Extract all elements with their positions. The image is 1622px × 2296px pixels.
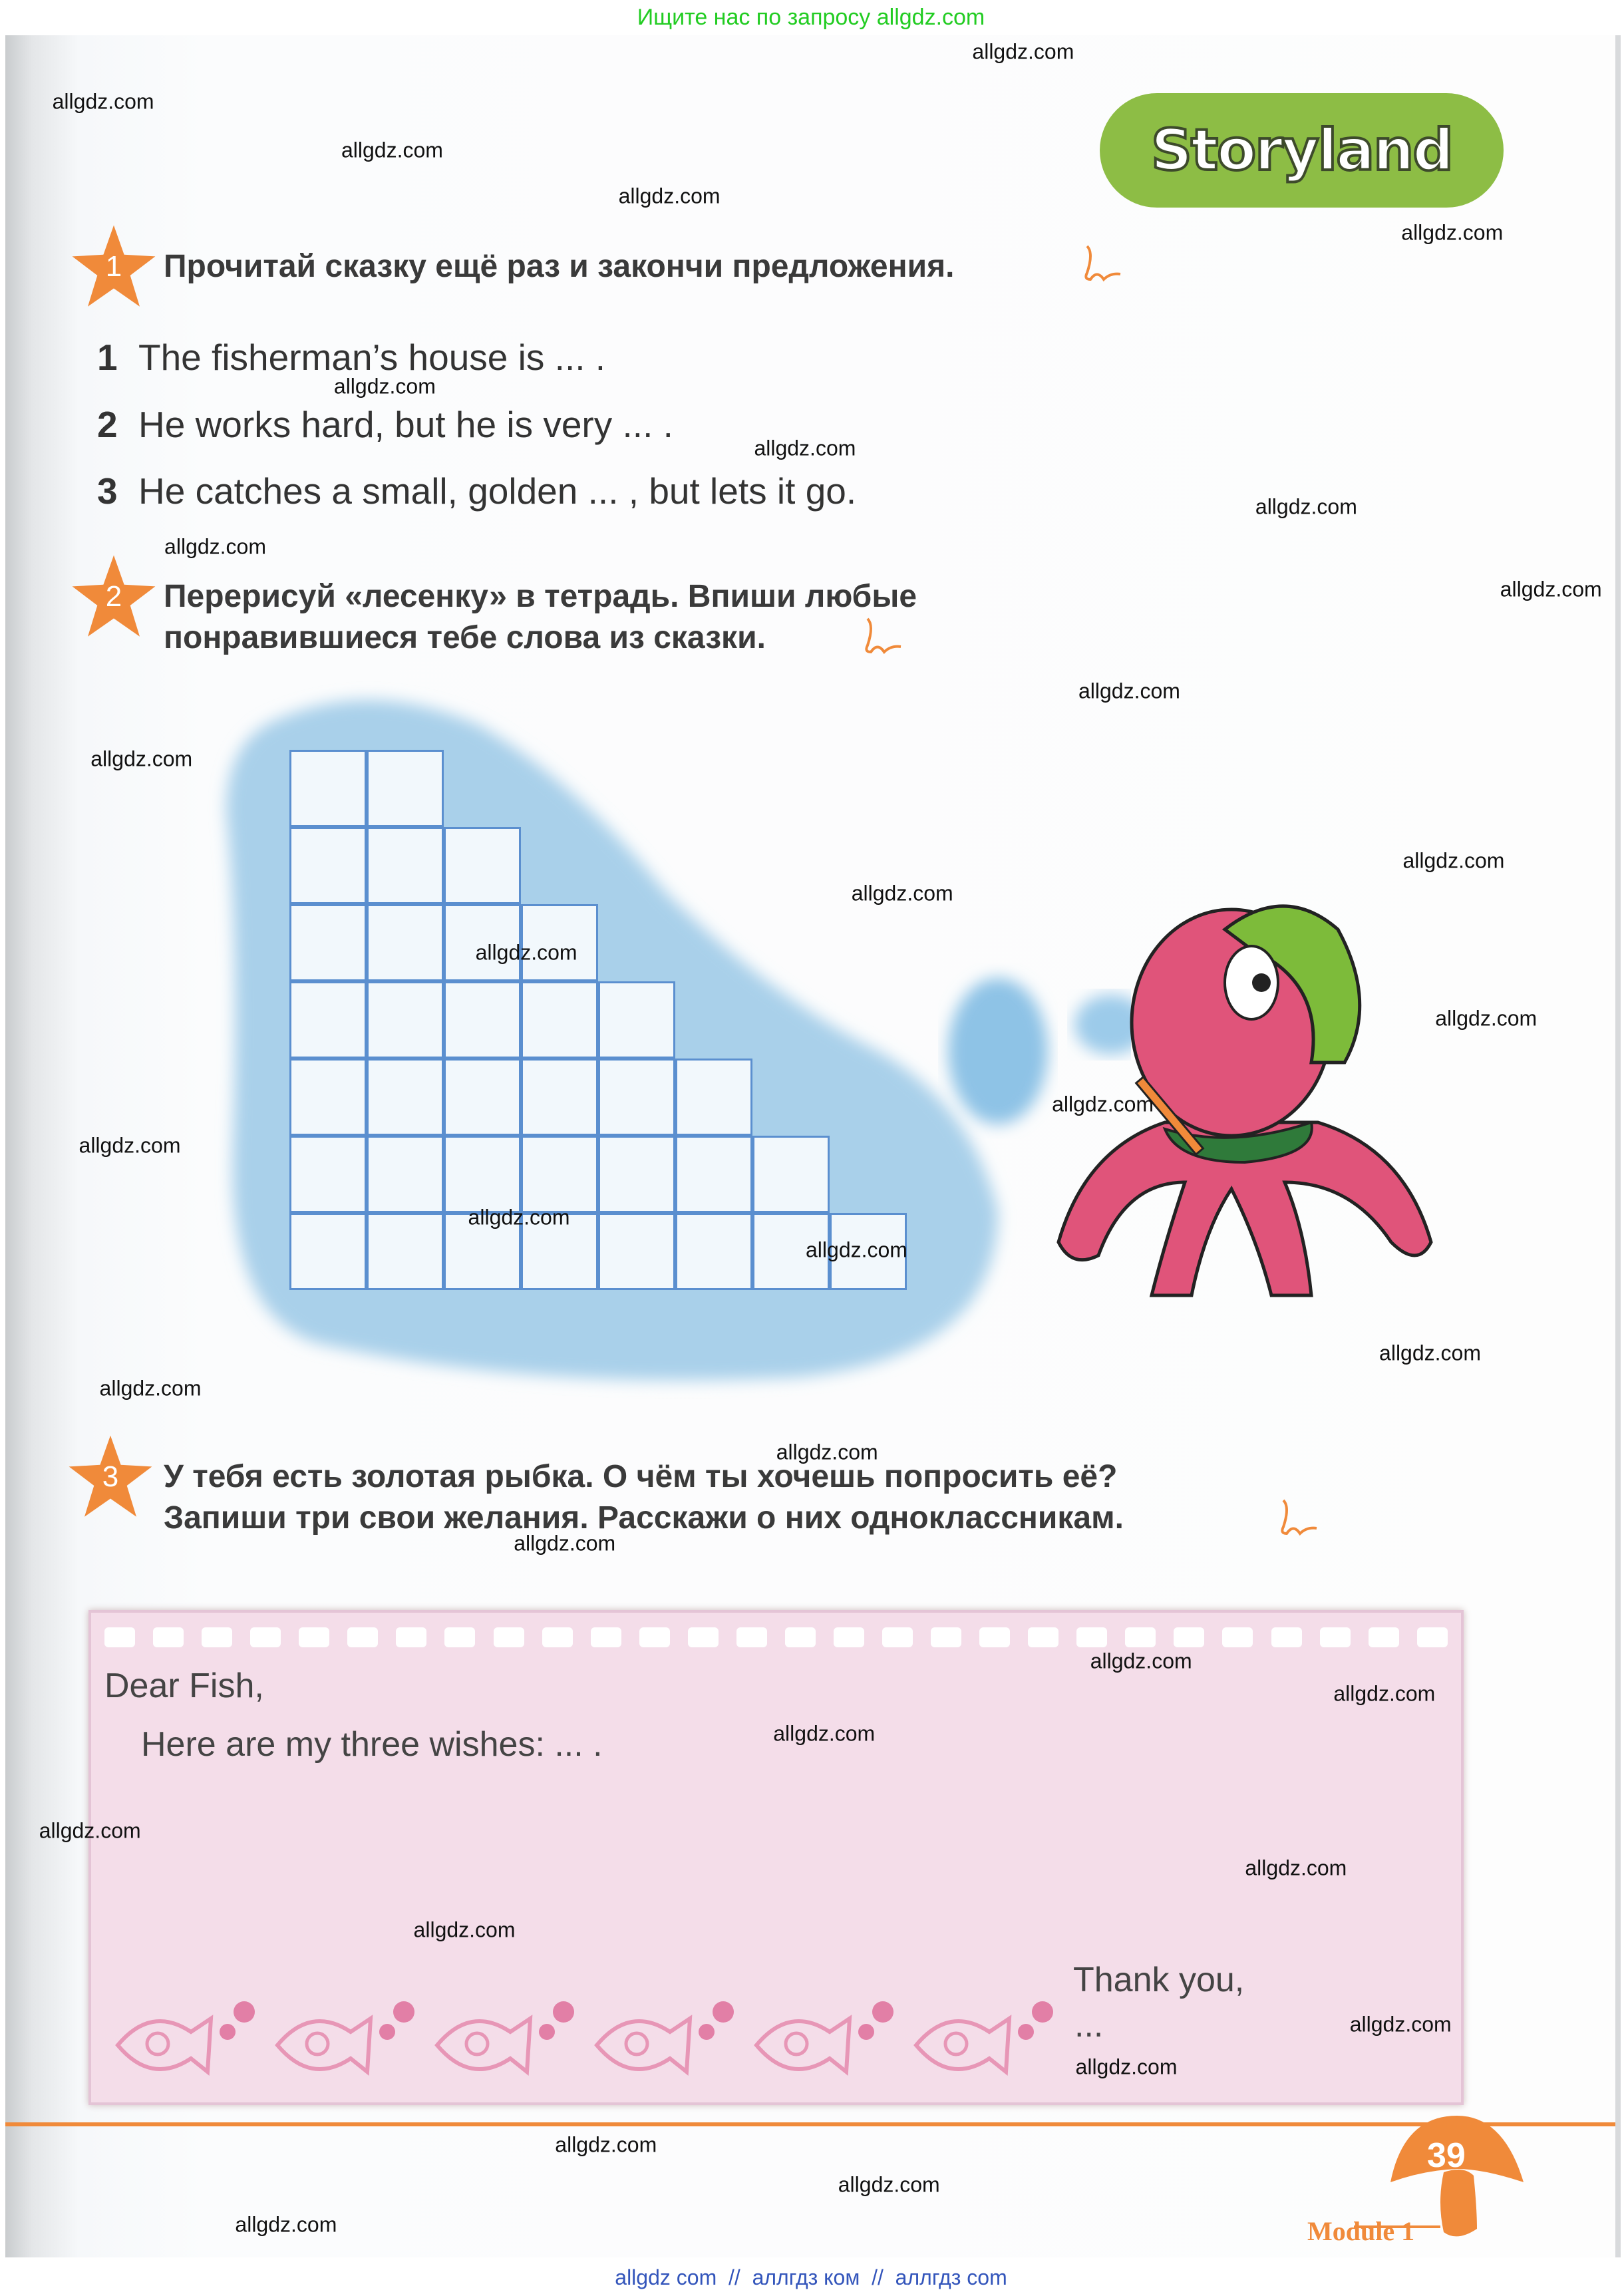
film-hole bbox=[250, 1627, 281, 1647]
watermark: allgdz.com bbox=[1435, 1006, 1538, 1031]
watermark: allgdz.com bbox=[555, 2132, 657, 2157]
task-number: 1 bbox=[105, 250, 122, 283]
grid-cell bbox=[444, 827, 521, 904]
watermark: allgdz.com bbox=[52, 89, 154, 114]
task-number: 3 bbox=[102, 1460, 119, 1493]
storyland-badge bbox=[1100, 93, 1504, 208]
grid-cell bbox=[521, 1059, 598, 1136]
grid-cell bbox=[289, 1059, 367, 1136]
watermark: allgdz.com bbox=[773, 1721, 876, 1746]
grid-cell bbox=[598, 1213, 675, 1290]
watermark: allgdz.com bbox=[475, 940, 577, 965]
grid-cell bbox=[289, 1136, 367, 1213]
grid-cell bbox=[444, 1059, 521, 1136]
watermark: allgdz.com bbox=[1333, 1681, 1436, 1706]
watermark: allgdz.com bbox=[1401, 220, 1504, 245]
watermark: allgdz.com bbox=[468, 1205, 570, 1230]
grid-cell bbox=[598, 1059, 675, 1136]
grid-cell bbox=[289, 827, 367, 904]
film-holes bbox=[104, 1627, 1448, 1647]
grid-cell bbox=[289, 1213, 367, 1290]
task2-line2: понравившиеся тебе слова из сказки. bbox=[164, 620, 766, 655]
grid-cell bbox=[675, 1213, 752, 1290]
sentence-item bbox=[97, 403, 673, 446]
badge-label: Storyland bbox=[1151, 117, 1452, 184]
film-hole bbox=[153, 1627, 184, 1647]
watermark: allgdz.com bbox=[618, 184, 721, 208]
watermark: allgdz.com bbox=[79, 1133, 181, 1158]
task2-instruction bbox=[164, 576, 917, 659]
watermark: allgdz.com bbox=[514, 1531, 616, 1556]
watermark: allgdz.com bbox=[1402, 848, 1505, 873]
fish-icon bbox=[916, 2001, 1053, 2072]
sentence-text: He works hard, but he is very ... . bbox=[138, 404, 673, 445]
film-hole bbox=[591, 1627, 621, 1647]
task1-instruction: Прочитай сказку ещё раз и закончи предложения. bbox=[164, 249, 955, 284]
task-number: 2 bbox=[105, 580, 122, 613]
watermark: allgdz.com bbox=[838, 2172, 940, 2197]
grid-cell bbox=[367, 1059, 444, 1136]
sentence-number: 3 bbox=[97, 470, 118, 512]
film-hole bbox=[785, 1627, 816, 1647]
grid-cell bbox=[675, 1059, 752, 1136]
footer-links[interactable]: allgdz com // аллгдз ком // аллгдз com bbox=[615, 2265, 1007, 2289]
film-hole bbox=[931, 1627, 961, 1647]
film-hole bbox=[1125, 1627, 1156, 1647]
watermark: allgdz.com bbox=[1245, 1856, 1347, 1880]
fish-icon bbox=[597, 2001, 734, 2072]
film-hole bbox=[202, 1627, 232, 1647]
grid-cell bbox=[289, 750, 367, 827]
watermark: allgdz.com bbox=[754, 436, 856, 460]
fish-icon bbox=[118, 2001, 255, 2072]
watermark: allgdz.com bbox=[776, 1440, 878, 1464]
watermark: allgdz.com bbox=[1052, 1092, 1154, 1116]
sentence-number: 1 bbox=[97, 337, 118, 378]
film-hole bbox=[1320, 1627, 1351, 1647]
grid-cell bbox=[598, 981, 675, 1059]
film-hole bbox=[542, 1627, 573, 1647]
film-hole bbox=[639, 1627, 670, 1647]
watermark: allgdz.com bbox=[413, 1917, 516, 1942]
task-number-star bbox=[71, 224, 157, 310]
task2-line1: Перерисуй «лесенку» в тетрадь. Впиши любые bbox=[164, 579, 917, 614]
letter-body: Here are my three wishes: ... . bbox=[141, 1725, 603, 1764]
watermark: allgdz.com bbox=[1090, 1649, 1192, 1673]
grid-cell bbox=[367, 981, 444, 1059]
page-edge bbox=[1615, 35, 1621, 2257]
film-hole bbox=[1174, 1627, 1204, 1647]
sentence-item bbox=[97, 470, 856, 512]
film-hole bbox=[1271, 1627, 1302, 1647]
film-hole bbox=[1076, 1627, 1107, 1647]
watermark: allgdz.com bbox=[333, 374, 436, 399]
sentence-number: 2 bbox=[97, 404, 118, 445]
sentence-text: The fisherman’s house is ... . bbox=[138, 337, 606, 378]
grid-cell bbox=[367, 1213, 444, 1290]
letter-greeting: Dear Fish, bbox=[104, 1667, 264, 1705]
pencil-write-icon bbox=[1078, 243, 1138, 296]
sentence-text: He catches a small, golden ... , but lets it go. bbox=[138, 470, 857, 512]
grid-cell bbox=[444, 981, 521, 1059]
film-hole bbox=[494, 1627, 524, 1647]
film-hole bbox=[104, 1627, 135, 1647]
task3-line1: У тебя есть золотая рыбка. О чём ты хочешь попросить её? bbox=[164, 1459, 1118, 1494]
film-hole bbox=[1417, 1627, 1448, 1647]
watermark: allgdz.com bbox=[341, 138, 443, 162]
task-number-star bbox=[67, 1434, 154, 1520]
grid-cell bbox=[521, 981, 598, 1059]
grid-cell bbox=[752, 1136, 830, 1213]
grid-cell bbox=[367, 827, 444, 904]
watermark: allgdz.com bbox=[1349, 2012, 1452, 2037]
fish-icon bbox=[277, 2001, 414, 2072]
film-hole bbox=[979, 1627, 1010, 1647]
grid-cell bbox=[675, 1136, 752, 1213]
watermark: allgdz.com bbox=[806, 1237, 907, 1262]
film-hole bbox=[299, 1627, 329, 1647]
fish-border bbox=[111, 1985, 1109, 2098]
film-hole bbox=[834, 1627, 864, 1647]
watermark: allgdz.com bbox=[99, 1376, 202, 1400]
grid-cell bbox=[521, 1136, 598, 1213]
watermark: allgdz.com bbox=[1379, 1341, 1481, 1365]
watermark: allgdz.com bbox=[39, 1818, 141, 1843]
watermark: allgdz.com bbox=[972, 39, 1074, 64]
fish-icon bbox=[756, 2001, 893, 2072]
film-hole bbox=[444, 1627, 475, 1647]
grid-cell bbox=[289, 904, 367, 981]
film-hole bbox=[1028, 1627, 1058, 1647]
page-number: 39 bbox=[1427, 2136, 1466, 2175]
module-label: Module 1 bbox=[1307, 2216, 1415, 2246]
top-banner[interactable]: Ищите нас по запросу allgdz.com bbox=[637, 5, 985, 30]
grid-cell bbox=[289, 981, 367, 1059]
watermark: allgdz.com bbox=[235, 2212, 337, 2237]
film-hole bbox=[736, 1627, 767, 1647]
film-hole bbox=[1369, 1627, 1399, 1647]
grid-cell bbox=[598, 1136, 675, 1213]
grid-cell bbox=[444, 1136, 521, 1213]
film-hole bbox=[396, 1627, 426, 1647]
task-number-star bbox=[71, 554, 157, 640]
watermark: allgdz.com bbox=[851, 881, 953, 905]
grid-cell bbox=[367, 904, 444, 981]
letter-closing: Thank you, bbox=[1073, 1961, 1245, 1999]
pencil-write-icon bbox=[1274, 1497, 1334, 1550]
task3-instruction bbox=[164, 1456, 1124, 1539]
film-hole bbox=[688, 1627, 719, 1647]
watermark: allgdz.com bbox=[1078, 679, 1180, 703]
watermark: allgdz.com bbox=[1500, 577, 1602, 601]
grid-cell bbox=[367, 1136, 444, 1213]
grid-cell bbox=[367, 750, 444, 827]
watermark: allgdz.com bbox=[164, 534, 267, 559]
watermark: allgdz.com bbox=[1075, 2054, 1178, 2079]
watermark: allgdz.com bbox=[1255, 494, 1357, 519]
letter-signature: ... bbox=[1074, 2006, 1104, 2045]
fish-icon bbox=[437, 2001, 574, 2072]
pencil-write-icon bbox=[858, 615, 918, 669]
watermark: allgdz.com bbox=[90, 746, 193, 771]
task3-line2: Запиши три свои желания. Расскажи о них одноклассникам. bbox=[164, 1500, 1124, 1536]
film-hole bbox=[1222, 1627, 1253, 1647]
film-hole bbox=[882, 1627, 913, 1647]
sentence-item bbox=[97, 336, 605, 379]
film-hole bbox=[347, 1627, 378, 1647]
